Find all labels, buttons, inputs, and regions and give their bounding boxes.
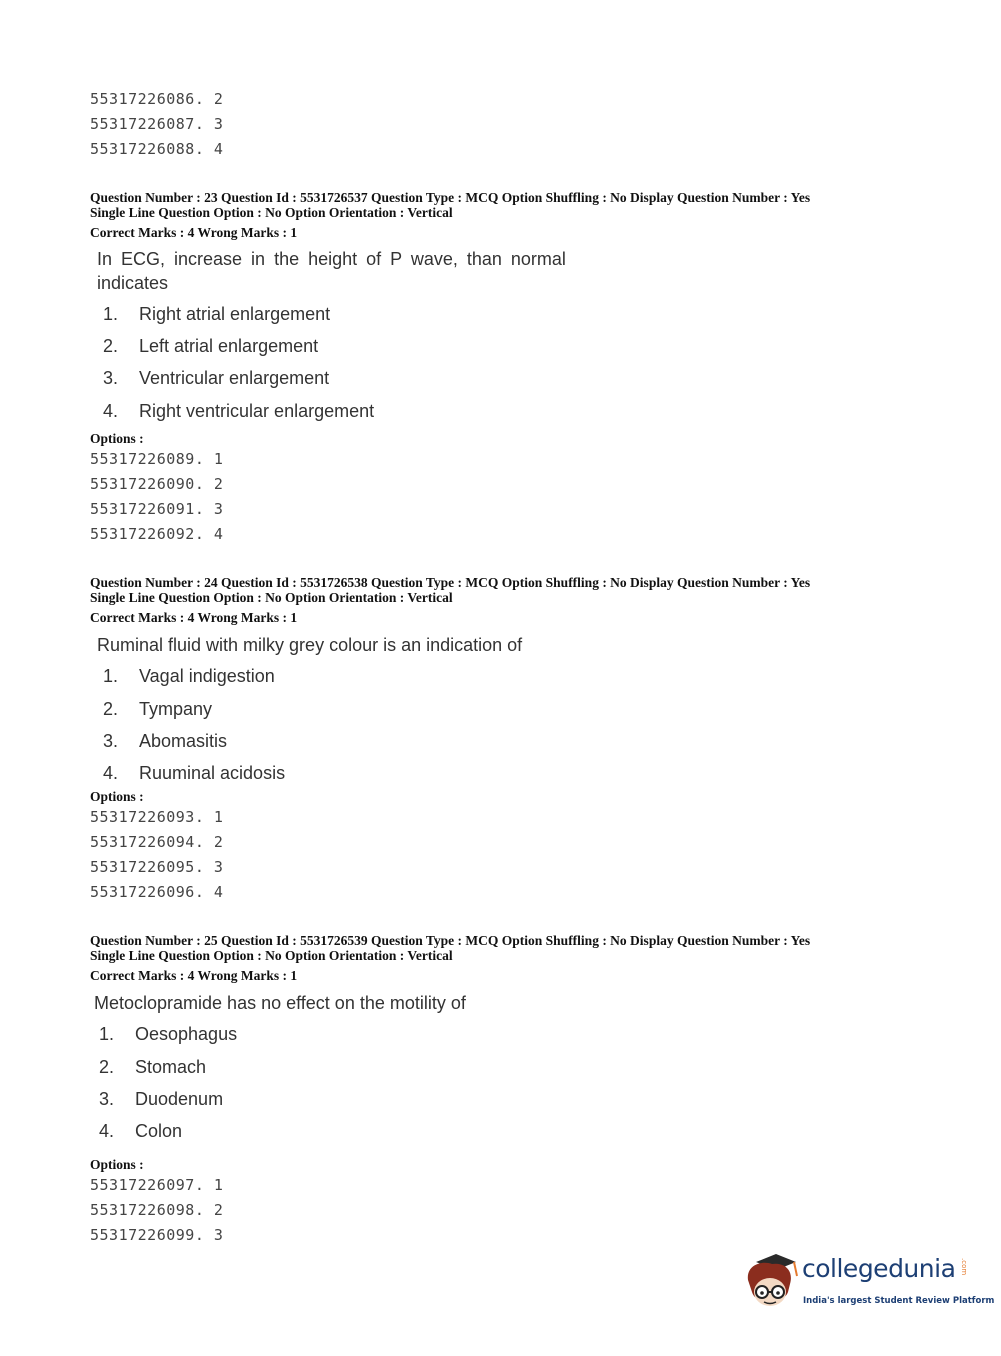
logo-tagline: India's largest Student Review Platform (803, 1296, 995, 1306)
option-id-line: 55317226097. 1 (90, 1176, 224, 1194)
logo-suffix: .com (960, 1258, 968, 1276)
question-meta: Question Number : 24 Question Id : 5531726538 Question Type : MCQ Option Shuffling : No Display Question Number : Yes (90, 575, 811, 590)
answer-choice: 2. Tympany (103, 699, 213, 719)
question-text: indicates (97, 273, 169, 293)
question-marks: Correct Marks : 4 Wrong Marks : 1 (90, 968, 298, 983)
answer-choice: 4. Right ventricular enlargement (103, 401, 375, 421)
answer-choice: 3. Abomasitis (103, 731, 228, 751)
option-id-line: 55317226088. 4 (90, 140, 224, 158)
option-id-line: 55317226093. 1 (90, 808, 224, 826)
question-meta: Single Line Question Option : No Option Orientation : Vertical (90, 205, 453, 220)
mascot-icon (742, 1248, 802, 1314)
answer-choice: 4. Colon (99, 1121, 183, 1141)
option-id-line: 55317226098. 2 (90, 1201, 224, 1219)
question-meta: Question Number : 25 Question Id : 5531726539 Question Type : MCQ Option Shuffling : No Display Question Number : Yes (90, 933, 811, 948)
option-id-line: 55317226096. 4 (90, 883, 224, 901)
option-id-line: 55317226095. 3 (90, 858, 224, 876)
collegedunia-logo (742, 1248, 995, 1316)
answer-choice: 1. Vagal indigestion (103, 666, 275, 686)
option-id-line: 55317226089. 1 (90, 450, 224, 468)
answer-choice: 3. Ventricular enlargement (103, 368, 330, 388)
options-label: Options : (90, 431, 144, 446)
answer-choice: 1. Oesophagus (99, 1024, 238, 1044)
logo-wordmark: collegedunia (802, 1254, 956, 1283)
question-text: Ruminal fluid with milky grey colour is an indication of (97, 635, 523, 655)
options-label: Options : (90, 789, 144, 804)
option-id-line: 55317226092. 4 (90, 525, 224, 543)
question-text: In ECG, increase in the height of P wave, than normal (97, 249, 566, 269)
option-id-line: 55317226086. 2 (90, 90, 224, 108)
option-id-line: 55317226087. 3 (90, 115, 224, 133)
option-id-line: 55317226091. 3 (90, 500, 224, 518)
question-text: Metoclopramide has no effect on the motility of (94, 993, 466, 1013)
answer-choice: 2. Stomach (99, 1057, 207, 1077)
question-marks: Correct Marks : 4 Wrong Marks : 1 (90, 610, 298, 625)
option-id-line: 55317226090. 2 (90, 475, 224, 493)
answer-choice: 4. Ruuminal acidosis (103, 763, 286, 783)
question-meta: Single Line Question Option : No Option Orientation : Vertical (90, 590, 453, 605)
options-label: Options : (90, 1157, 144, 1172)
question-marks: Correct Marks : 4 Wrong Marks : 1 (90, 225, 298, 240)
answer-choice: 3. Duodenum (99, 1089, 224, 1109)
answer-choice: 1. Right atrial enlargement (103, 304, 331, 324)
question-meta: Single Line Question Option : No Option Orientation : Vertical (90, 948, 453, 963)
answer-choice: 2. Left atrial enlargement (103, 336, 319, 356)
option-id-line: 55317226094. 2 (90, 833, 224, 851)
option-id-line: 55317226099. 3 (90, 1226, 224, 1244)
question-meta: Question Number : 23 Question Id : 5531726537 Question Type : MCQ Option Shuffling : No Display Question Number : Yes (90, 190, 811, 205)
